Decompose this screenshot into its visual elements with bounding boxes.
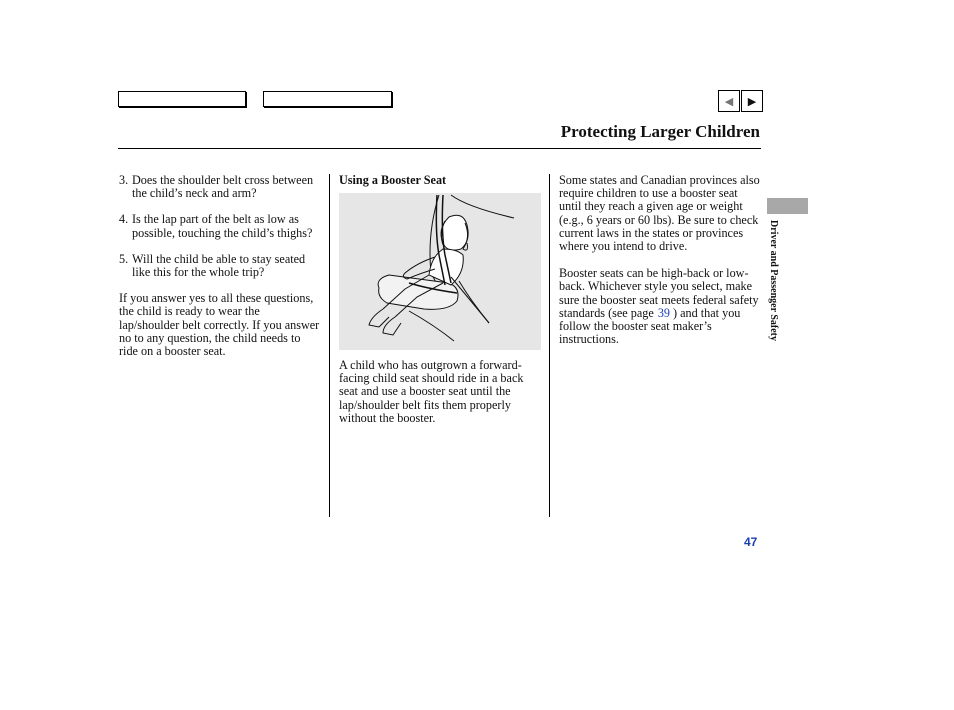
middle-column [339, 174, 543, 187]
page-39-link[interactable]: 39 [657, 305, 670, 320]
arrow-right-icon: ▶ [747, 95, 757, 108]
checklist-item [119, 253, 321, 279]
right-column [559, 174, 763, 346]
left-column [119, 174, 321, 358]
booster-seat-illustration [339, 193, 541, 350]
item-number: 4. [119, 212, 129, 227]
right-paragraph-1: Some states and Canadian provinces also require children to use a booster seat until they reach a given age or weight (e.g., 6 years or 60 lbs). Be sure to check current laws in the states or provinces where you intend to drive. [559, 173, 760, 254]
column-divider-1 [329, 174, 330, 517]
item-text: Will the child be able to stay seated like this for the whole trip? [132, 251, 306, 280]
section-tab[interactable] [767, 198, 808, 214]
item-number: 5. [119, 251, 129, 266]
page-number: 47 [744, 535, 758, 549]
column-divider-2 [549, 174, 550, 517]
item-text: Is the lap part of the belt as low as possible, touching the child’s thighs? [132, 212, 313, 240]
right-paragraph-2 [559, 267, 763, 346]
middle-column-text [339, 359, 544, 425]
next-page-button[interactable] [741, 90, 763, 112]
checklist-item [119, 174, 321, 200]
left-paragraph: If you answer yes to all these questions, the child is ready to wear the lap/shoulder belt correctly. If you answer no to any question, the child needs to ride on a booster seat. [119, 291, 320, 359]
prev-page-button[interactable] [718, 90, 740, 112]
item-text: Does the shoulder belt cross between the child’s neck and arm? [132, 173, 314, 201]
arrow-left-icon: ◀ [724, 95, 734, 108]
paragraph-2-start: Booster seats can be high-back or low-back. Whichever style you select, make sure the booster seat meets federal safety standards (see page [559, 266, 759, 320]
header-rule [118, 148, 761, 149]
child-on-booster-drawing [339, 193, 541, 350]
checklist-item [119, 213, 321, 239]
section-heading: Using a Booster Seat [339, 173, 447, 187]
side-section-label [765, 220, 781, 360]
page-title: Protecting Larger Children [560, 122, 760, 141]
nav-button-main-menu[interactable] [118, 91, 246, 107]
nav-button-index[interactable] [263, 91, 392, 107]
side-section-text: Driver and Passenger Safety [768, 220, 779, 342]
item-number: 3. [119, 173, 129, 187]
paragraph-2-end: ) and that you follow the booster seat maker’s instructions. [559, 305, 741, 347]
middle-paragraph: A child who has outgrown a forward-facing child seat should ride in a back seat and use a booster seat until the lap/shoulder belt fits them properly without the booster. [339, 358, 524, 425]
